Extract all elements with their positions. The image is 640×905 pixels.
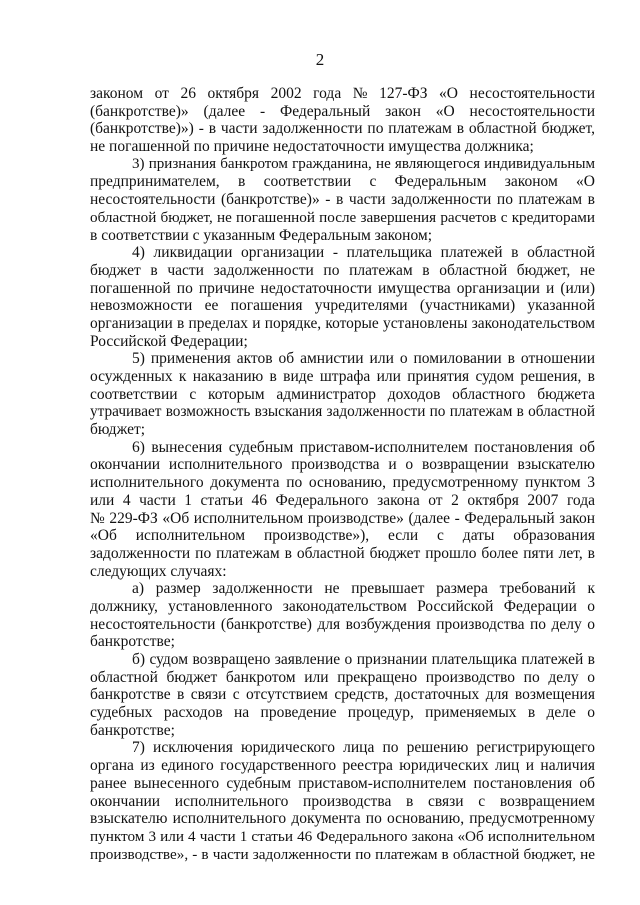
text-line: в соответствии с указанным Федеральным законом; (90, 226, 433, 244)
text-line: областной бюджет, не погашенной после завершения расчетов с кредиторами (90, 208, 595, 226)
text-line: № 229-ФЗ «Об исполнительном производстве» (далее - Федеральный закон (90, 509, 595, 527)
text-line: 5) применения актов об амнистии или о помиловании в отношении (132, 350, 595, 368)
text-line: или 4 части 1 статьи 46 Федерального закона от 2 октября 2007 года (90, 491, 595, 509)
text-line: банкротстве; (90, 721, 175, 739)
text-line: 4) ликвидации организации - плательщика платежей в областной (132, 244, 595, 262)
text-line: несостоятельности (банкротстве)» - в части задолженности по платежам в (90, 191, 595, 209)
text-line: предпринимателем, в соответствии с Федеральным законом «О (90, 173, 595, 191)
text-line: следующих случаях: (90, 562, 227, 580)
text-line: банкротстве; (90, 633, 175, 651)
text-line: 3) признания банкротом гражданина, не являющегося индивидуальным (132, 155, 595, 172)
text-line: должнику, установленного законодательством Российской Федерации о (90, 597, 595, 615)
page-number: 2 (315, 50, 325, 69)
text-line: Российской Федерации; (90, 332, 248, 350)
text-line: бюджет в части задолженности по платежам в областной бюджет, не (90, 261, 595, 279)
text-line: утрачивает возможность взыскания задолженности по платежам в областной (90, 403, 595, 421)
text-line: 7) исключения юридического лица по решению регистрирующего (132, 739, 595, 757)
text-line: органа из единого государственного реестра юридических лиц и наличия (90, 757, 595, 775)
text-line: соответствии с которым администратор доходов областного бюджета (90, 385, 595, 403)
text-line: производстве», - в части задолженности по платежам в областной бюджет, не (90, 845, 595, 863)
text-line: судебных расходов на проведение процедур, применяемых в деле о (90, 704, 595, 722)
text-line: а) размер задолженности не превышает размера требований к (132, 580, 595, 598)
text-line: 6) вынесения судебным приставом-исполнителем постановления об (132, 438, 595, 456)
text-line: задолженности по платежам в областной бюджет прошло более пяти лет, в (90, 544, 595, 562)
text-line: бюджет; (90, 421, 146, 439)
text-line: областной бюджет банкротом или прекращено производство по делу о (90, 668, 595, 686)
text-line: б) судом возвращено заявление о признании плательщика платежей в (132, 651, 595, 668)
text-line: организации в пределах и порядке, которые установлены законодательством (90, 314, 595, 332)
text-line: окончании исполнительного производства и о возвращении взыскателю (90, 456, 595, 474)
text-line: (банкротстве)») - в части задолженности по платежам в областной бюджет, (90, 120, 595, 138)
text-line: «Об исполнительном производстве»), если с даты образования (90, 527, 595, 545)
text-line: исполнительного документа по основанию, предусмотренному пунктом 3 (90, 474, 595, 492)
text-line: законом от 26 октября 2002 года № 127-ФЗ «О несостоятельности (90, 85, 595, 102)
text-line: взыскателю исполнительного документа по основанию, предусмотренному (90, 810, 595, 828)
text-line: осужденных к наказанию в виде штрафа или принятия судом решения, в (90, 368, 595, 385)
text-line: невозможности ее погашения учредителями (участниками) указанной (90, 297, 595, 315)
text-line: ранее вынесенного судебным приставом-исполнителем постановления об (90, 774, 595, 792)
text-line: окончании исполнительного производства в связи с возвращением (90, 792, 595, 810)
text-line: банкротстве в связи с отсутствием средств, достаточных для возмещения (90, 686, 595, 704)
text-line: несостоятельности (банкротстве) для возбуждения производства по делу о (90, 615, 595, 633)
text-line: пунктом 3 или 4 части 1 статьи 46 Федерального закона «Об исполнительном (90, 827, 595, 845)
document-body (90, 85, 595, 863)
text-line: (банкротстве)» (далее - Федеральный закон «О несостоятельности (90, 102, 595, 120)
text-line: не погашенной по причине недостаточности имущества должника; (90, 138, 534, 156)
text-line: погашенной по причине недостаточности имущества организации и (или) (90, 279, 595, 297)
